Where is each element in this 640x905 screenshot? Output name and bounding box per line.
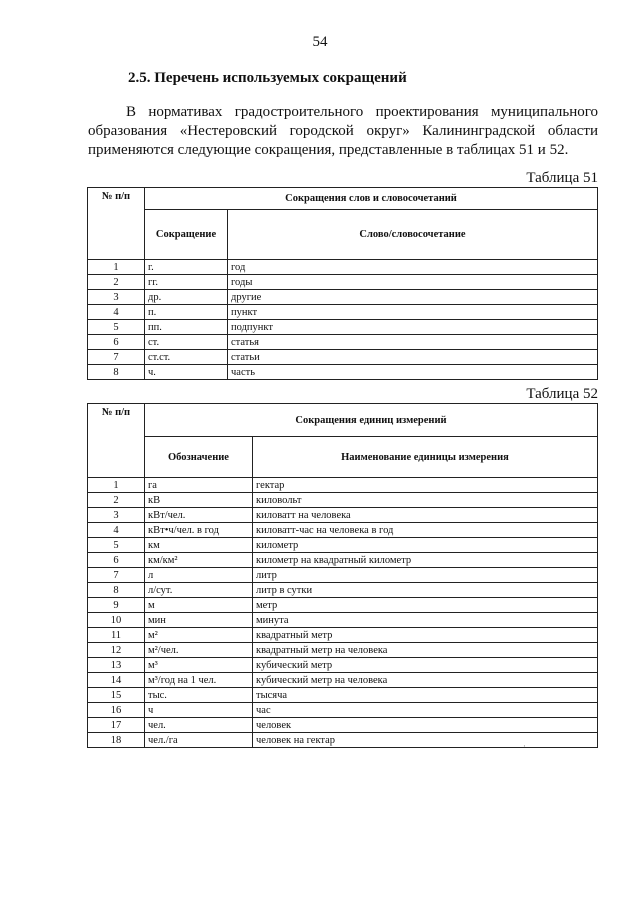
cell-sym: кВт/чел. [145,508,253,523]
cell-n: 4 [88,523,145,538]
page-number: 54 [312,34,328,50]
cell-sym: м²/чел. [145,643,253,658]
table-row [88,718,598,733]
cell-name: литр в сутки [253,583,598,598]
cell-name: литр [253,568,598,583]
cell-word: статья [228,335,598,350]
cell-n: 11 [88,628,145,643]
table-row [88,260,598,275]
cell-n: 16 [88,703,145,718]
cell-abbr: г. [145,260,228,275]
cell-sym: ч [145,703,253,718]
cell-abbr: ст. [145,335,228,350]
table52-caption: Таблица 52 [526,386,598,402]
units-table [87,403,598,748]
cell-sym: кВ [145,493,253,508]
table-row [88,290,598,305]
cell-sym: м³/год на 1 чел. [145,673,253,688]
table-row [88,703,598,718]
cell-name: человек [253,718,598,733]
cell-n: 18 [88,733,145,748]
cell-word: другие [228,290,598,305]
cell-sym: м² [145,628,253,643]
table-row [88,568,598,583]
cell-word: пункт [228,305,598,320]
table-row [88,613,598,628]
cell-name: кубический метр [253,658,598,673]
cell-n: 7 [88,568,145,583]
cell-abbr: ст.ст. [145,350,228,365]
table-row [88,508,598,523]
cell-name: километр на квадратный километр [253,553,598,568]
cell-abbr: ч. [145,365,228,380]
cell-word: подпункт [228,320,598,335]
cell-n: 6 [88,335,145,350]
cell-n: 9 [88,598,145,613]
table-row [88,598,598,613]
cell-sym: чел./га [145,733,253,748]
cell-sym: км/км² [145,553,253,568]
table-row [88,320,598,335]
cell-name: киловатт на человека [253,508,598,523]
table-row [88,538,598,553]
cell-name: киловольт [253,493,598,508]
cell-sym: кВт•ч/чел. в год [145,523,253,538]
cell-n: 3 [88,508,145,523]
cell-n: 7 [88,350,145,365]
table-row [88,643,598,658]
cell-n: 1 [88,260,145,275]
cell-n: 3 [88,290,145,305]
cell-abbr: пп. [145,320,228,335]
intro-text: В нормативах градостроительного проектирования муниципального образования «Нестеровский городской округ» Калининградской области применяются следующие сокращения, представленные в таблицах 51 и 52. [88,104,598,158]
cell-n: 17 [88,718,145,733]
cell-name: квадратный метр на человека [253,643,598,658]
cell-sym: га [145,478,253,493]
cell-sym: л [145,568,253,583]
table51-caption: Таблица 51 [526,170,598,186]
col-num-header: № п/п [88,404,145,478]
cell-name: квадратный метр [253,628,598,643]
cell-sym: л/сут. [145,583,253,598]
cell-sym: чел. [145,718,253,733]
table-row [88,365,598,380]
cell-name: час [253,703,598,718]
table-row [88,335,598,350]
table-row [88,350,598,365]
cell-sym: тыс. [145,688,253,703]
cell-name: метр [253,598,598,613]
cell-word: годы [228,275,598,290]
col-sym-header: Обозначение [145,437,253,478]
cell-n: 8 [88,583,145,598]
table-row [88,478,598,493]
group-header: Сокращения единиц измерений [145,404,598,437]
table-row [88,553,598,568]
cell-sym: мин [145,613,253,628]
table-row [88,733,598,748]
section-title: 2.5. Перечень используемых сокращений [128,70,407,86]
cell-n: 13 [88,658,145,673]
cell-name: километр [253,538,598,553]
cell-sym: м [145,598,253,613]
cell-n: 8 [88,365,145,380]
cell-abbr: п. [145,305,228,320]
cell-n: 5 [88,538,145,553]
abbreviations-table [87,187,598,380]
table-row [88,493,598,508]
cell-n: 15 [88,688,145,703]
cell-abbr: гг. [145,275,228,290]
cell-name: киловатт-час на человека в год [253,523,598,538]
cell-n: 5 [88,320,145,335]
col-num-header: № п/п [88,188,145,260]
cell-word: статьи [228,350,598,365]
cell-name: минута [253,613,598,628]
table-row [88,658,598,673]
table-row [88,523,598,538]
table-row [88,583,598,598]
cell-n: 2 [88,493,145,508]
cell-sym: км [145,538,253,553]
cell-n: 1 [88,478,145,493]
table-row [88,275,598,290]
group-header: Сокращения слов и словосочетаний [145,188,598,210]
cell-word: год [228,260,598,275]
col-abbr-header: Сокращение [145,210,228,260]
cell-abbr: др. [145,290,228,305]
cell-n: 10 [88,613,145,628]
cell-n: 14 [88,673,145,688]
table-row [88,305,598,320]
intro-paragraph [88,103,598,160]
col-word-header: Слово/словосочетание [228,210,598,260]
table-row [88,688,598,703]
cell-n: 12 [88,643,145,658]
scan-mark: · [523,742,526,752]
cell-word: часть [228,365,598,380]
cell-name: тысяча [253,688,598,703]
cell-n: 2 [88,275,145,290]
cell-n: 6 [88,553,145,568]
table-row [88,628,598,643]
cell-name: гектар [253,478,598,493]
cell-sym: м³ [145,658,253,673]
cell-n: 4 [88,305,145,320]
cell-name: кубический метр на человека [253,673,598,688]
cell-name: человек на гектар [253,733,598,748]
table-row [88,673,598,688]
col-name-header: Наименование единицы измерения [253,437,598,478]
